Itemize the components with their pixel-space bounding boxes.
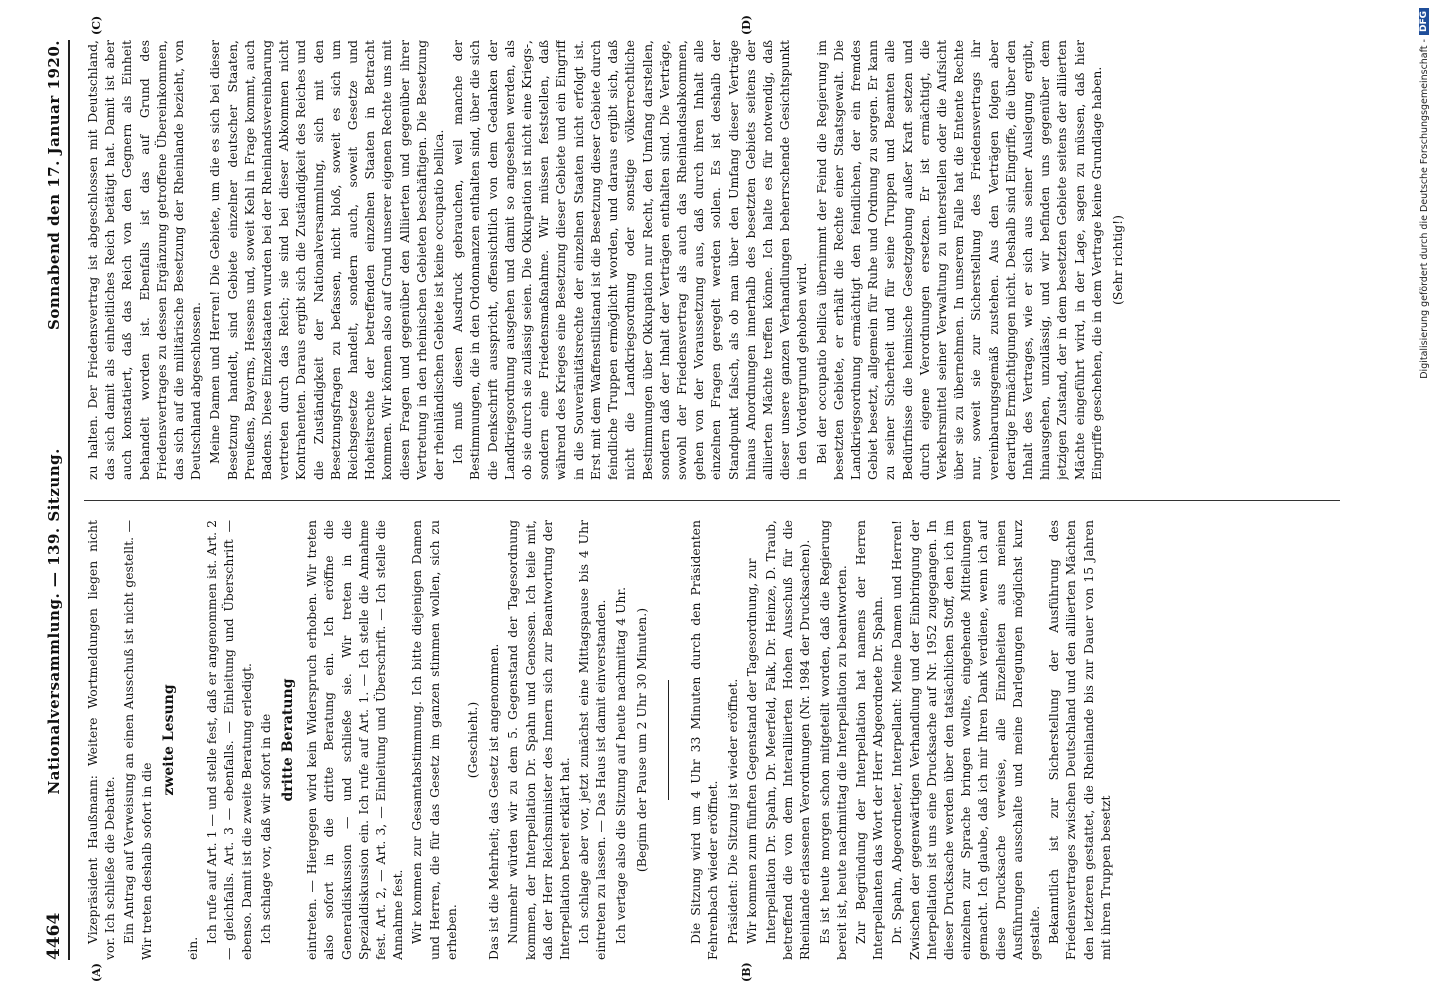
paragraph: Nunmehr würden wir zu dem 5. Gegenstand der Tagesordnung kommen, der Interpellation Dr. Spahn und Genossen. Ich teile mit, daß der Herr Reichsminister des Innern sich zur Beantwortung der Interpellation bereit erklärt hat. — [505, 520, 573, 960]
digitization-credit — [1417, 8, 1431, 992]
page-header — [40, 40, 70, 960]
section-heading: zweite Lesung — [160, 684, 177, 796]
paragraph: Interpellation Dr. Spahn, Dr. Meerfeld, Falk, Dr. Heinze, D. Traub, betreffend die von dem Interalliierten Hohen Ausschuß für die Rheinlande erlassenen Verordnungen (Nr. 1984 der Drucksachen). — [762, 520, 813, 960]
page-number: 4464 — [44, 912, 64, 960]
paragraph: Ich muß diesen Ausdruck gebrauchen, weil manche der Bestimmungen, die in den Ordonnanzen enthalten sind, über die sich die Denkschrift ausspricht, offensichtlich von dem Gedanken der Landkriegsordnung ausgehen und damit so angesehen werden, als ob sie durch sie zulässig seien. Die Okkupation ist nicht eine Kriegs-, sondern eine Friedensmaßnahme. Wir müssen feststellen, daß während des Krieges eine Besetzung dieser Gebiete und ein Eingriff in die Souveränitätsrechte der einzelnen Staaten nicht erfolgt ist. Erst mit dem Waffenstillstand ist die Besetzung dieser Gebiete durch feindliche Truppen ermöglicht worden, und daraus ergibt sich, daß nicht die Landkriegsordnung oder sonstige völkerrechtliche Bestimmungen über Okkupation nur Recht, den Umfang darstellen, sondern daß der Inhalt der Verträgen enthalten sind. Die Verträge, sowohl der Friedensvertrag als auch das Rheinlandsabkommen, gehen von der Voraussetzung aus, daß durch ihren Inhalt alle einzelnen Fragen geregelt werden sollen. Es ist deshalb der Standpunkt falsch, als ob man über den Umfang dieser Verträge hinaus Anordnungen innerhalb des besetzten Gebiets seitens der alliierten Mächte treffen könne. Ich halte es für notwendig, daß dieser unsere ganzen Verhandlungen beherrschende Gesichtspunkt in den Vordergrund gehoben wird. — [450, 40, 810, 480]
paragraph: Ich schlage aber vor, jetzt zunächst eine Mittagspause bis 4 Uhr eintreten zu lassen. — Das Haus ist damit einverstanden. — [576, 520, 609, 960]
column-divider — [84, 500, 1340, 501]
margin-marker-a: (A) — [90, 963, 103, 982]
paragraph: Meine Damen und Herren! Die Gebiete, um die es sich bei dieser Besetzung handelt, sind Gebiete einzelner deutscher Staaten, Preußens, Bayerns, Hessens und, soweit Kehl in Frage kommt, auch Badens. Diese Einzelstaaten wurden bei der Rheinlandsvereinbarung vertreten durch das Reich; sie sind bei dieser Abkommen nicht Kontrahenten. Daraus ergibt sich die Zuständigkeit des Reiches und die Zuständigkeit der Nationalversammlung, sich mit den Besetzungsfragen zu befassen, nicht bloß, soweit es sich um Reichsgesetze handelt, sondern auch, soweit Gesetze und Hoheitsrechte der betreffenden einzelnen Staaten in Betracht kommen. Wir können also auf Grund unserer eigenen Rechte uns mit diesen Fragen und gegenüber den Alliierten und gegenüber ihrer Vertretung in den rheinischen Gebieten beschäftigen. Die Besetzung der rheinländischen Gebiete ist keine occupatio bellica. — [207, 40, 447, 480]
paragraph: ein. — [185, 936, 201, 960]
paragraph: Die Sitzung wird um 4 Uhr 33 Minuten durch den Präsidenten Fehrenbach wieder eröffnet. — [688, 520, 721, 960]
section-heading: dritte Beratung — [280, 678, 297, 802]
stage-direction: (Beginn der Pause um 2 Uhr 30 Minuten.) — [633, 607, 649, 873]
paragraph: Vizepräsident Haußmann: Weitere Wortmeldungen liegen nicht vor. Ich schließe die Debatte. — [85, 520, 118, 960]
dfg-logo: DFG — [1419, 8, 1429, 35]
horizontal-rule — [668, 680, 669, 800]
right-text-column — [84, 40, 1340, 480]
stage-direction: (Geschieht.) — [465, 701, 481, 779]
paragraph: Dr. Spahn, Abgeordneter, Interpellant: Meine Damen und Herren! Zwischen der gegenwärtigen Verhandlung und der Einbringung der Interpellation ist uns eine Drucksache auf Nr. 1952 zugegangen. In dieser Drucksache werden über den tatsächlichen Stoff, den ich im einzelnen zur Sprache bringen wollte, eingehende Mitteilungen gemacht. Ich glaube, daß ich mir Ihren Dank verdiene, wenn ich auf diese Drucksache verweise, alle Einzelheiten aus meinen Ausführungen ausschalte und meine Darlegungen möglichst kurz gestalte. — [889, 520, 1042, 960]
paragraph: Präsident: Die Sitzung ist wieder eröffnet. — [724, 678, 740, 944]
margin-marker-b: (B) — [740, 962, 753, 982]
paragraph: Bekanntlich ist zur Sicherstellung der Ausführung des Friedensvertrages zwischen Deutschland und den alliierten Mächten den letzteren gestattet, die Rheinlande bis zur Dauer von 15 Jahren mit ihren Truppen besetzt — [1046, 520, 1113, 960]
paragraph: Bei der occupatio bellica übernimmt der Feind die Regierung im besetzten Gebiete, er erhält die Rechte einer Staatsgewalt. Die Landkriegsordnung ermächtigt den feindlichen, der ein fremdes Gebiet besetzt, allgemein für Ruhe und Ordnung zu sorgen. Er kann zu seiner Sicherheit und für seine Truppen und Beamten alle Bedürfnisse die heimische Gesetzgebung außer Kraft setzen und durch eigene Verordnungen ersetzen. Er ist ermächtigt, die Verkehrsmittel seiner Verwaltung zu unterstellen oder die Aufsicht über sie zu übernehmen. In unserem Falle hat die Entente Rechte nur, soweit sie zur Sicherstellung des Friedensvertrags ihr vereinbarungsgemäß zustehen. Aus den Verträgen folgen aber derartige Ermächtigungen nicht. Deshalb sind Eingriffe, die über den Inhalt des Vertrages, wie er sich aus seiner Auslegung ergibt, hinausgehen, unzulässig, und wir befinden uns gegenüber dem jetzigen Zustand, der in dem besetzten Gebiete seitens der alliierten Mächte eingeführt wird, in der Lage, sagen zu müssen, daß hier Eingriffe geschehen, die in dem Vertrage keine Grundlage haben. — [813, 40, 1104, 480]
header-date: Sonnabend den 17. Januar 1920. — [45, 40, 63, 330]
paragraph: Ein Antrag auf Verweisung an einen Ausschuß ist nicht gestellt. — Wir treten deshalb sofort in die — [121, 520, 154, 960]
paragraph: Es ist heute morgen schon mitgeteilt worden, daß die Regierung bereit ist, heute nachmittag die Interpellation zu beantworten. — [816, 520, 849, 960]
header-title: Nationalversammlung. — 139. Sitzung. — [45, 448, 63, 795]
paragraph: Zur Begründung der Interpellation hat namens der Herren Interpellanten das Wort der Herr Abgeordnete Dr. Spahn. — [852, 520, 886, 960]
paragraph: Ich schlage vor, daß wir sofort in die — [257, 713, 273, 944]
stage-direction: (Sehr richtig!) — [1109, 215, 1125, 305]
paragraph: zu halten. Der Friedensvertrag ist abgeschlossen mit Deutschland, das sich damit als einheitliches Reich betätigt hat. Damit ist aber auch konstatiert, daß das Reich von den Gegnern als Einheit behandelt worden ist. Ebenfalls ist das auf Grund des Friedensvertrages zu dessen Ergänzung getroffene Übereinkommen, das sich auf die militärische Besetzung der Rheinlande bezieht, von Deutschland abgeschlossen. — [85, 40, 204, 480]
margin-marker-d: (D) — [740, 15, 753, 35]
paragraph: Das ist die Mehrheit; das Gesetz ist angenommen. — [486, 643, 502, 960]
margin-marker-c: (C) — [90, 15, 103, 35]
left-text-column — [84, 520, 1340, 960]
paragraph: Wir kommen zur Gesamtabstimmung. Ich bitte diejenigen Damen und Herren, die für das Gesetz im ganzen stimmen wollen, sich zu erheben. — [409, 520, 459, 960]
paragraph: eintreten. — Hiergegen wird kein Widerspruch erhoben. Wir treten also sofort in die dritte Beratung ein. Ich eröffne die Generaldiskussion — und schließe sie. Wir treten in die Spezialdiskussion ein. Ich rufe auf Art. 1. — Ich stelle die Annahme fest. Art. 2, — Art. 3, — Einleitung und Überschrift. — Ich stelle die Annahme fest. — [304, 520, 406, 960]
digitization-credit-text: Digitalisierung gefördert durch die Deutsche Forschungsgemeinschaft - — [1418, 39, 1430, 379]
paragraph: Ich rufe auf Art. 1 — und stelle fest, daß er angenommen ist. Art. 2 — gleichfalls. Art. 3 — ebenfalls. — Einleitung und Überschrift — ebenso. Damit ist die zweite Beratung erledigt. — [204, 520, 254, 960]
paragraph: Ich vertage also die Sitzung auf heute nachmittag 4 Uhr. — [612, 586, 628, 944]
paragraph: Wir kommen zum fünften Gegenstand der Tagesordnung, zur — [743, 558, 759, 944]
